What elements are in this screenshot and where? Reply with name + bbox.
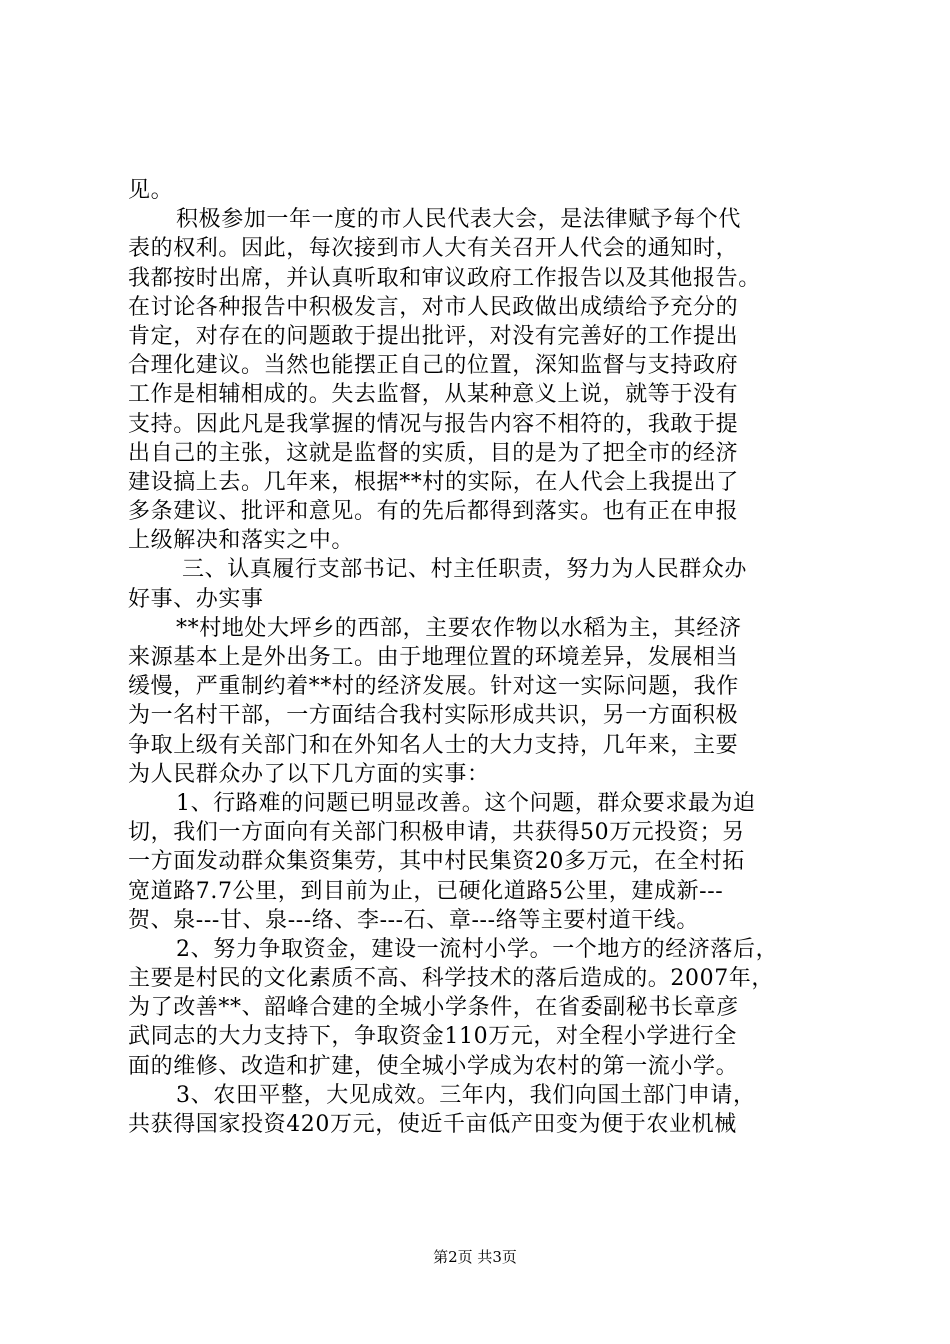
- text-line: 建设搞上去。几年来，根据**村的实际，在人代会上我提出了: [128, 469, 739, 495]
- text-line: 1、行路难的问题已明显改善。这个问题，群众要求最为迫: [176, 790, 756, 816]
- text-line: 为了改善**、韶峰合建的全城小学条件，在省委副秘书长章彦: [128, 995, 739, 1021]
- text-line: 为人民群众办了以下几方面的实事：: [128, 761, 490, 787]
- text-line: 争取上级有关部门和在外知名人士的大力支持，几年来，主要: [128, 732, 739, 758]
- document-body: [128, 176, 838, 1139]
- text-line: 面的维修、改造和扩建，使全城小学成为农村的第一流小学。: [128, 1053, 739, 1079]
- text-line: 切，我们一方面向有关部门积极申请，共获得50万元投资；另: [128, 820, 745, 846]
- text-line: **村地处大坪乡的西部，主要农作物以水稻为主，其经济: [176, 615, 742, 641]
- text-line: 来源基本上是外出务工。由于地理位置的环境差异，发展相当: [128, 645, 739, 670]
- text-line: 我都按时出席，并认真听取和审议政府工作报告以及其他报告。: [128, 265, 761, 291]
- text-line: 在讨论各种报告中积极发言，对市人民政做出成绩给予充分的: [128, 294, 739, 320]
- text-line: 支持。因此凡是我掌握的情况与报告内容不相符的，我敢于提: [128, 411, 739, 437]
- text-line: 宽道路7.7公里，到目前为止，已硬化道路5公里，建成新---: [128, 878, 724, 904]
- text-line: 三、认真履行支部书记、村主任职责，努力为人民群众办: [182, 557, 748, 583]
- text-line: 好事、办实事: [128, 586, 264, 612]
- page-footer: [0, 1246, 950, 1267]
- text-line: 肯定，对存在的问题敢于提出批评，对没有完善好的工作提出: [128, 323, 739, 349]
- text-line: 共获得国家投资420万元，使近千亩低产田变为便于农业机械: [128, 1112, 737, 1137]
- text-line: 3、农田平整，大见成效。三年内，我们向国土部门申请，: [176, 1082, 756, 1108]
- text-line: 工作是相辅相成的。失去监督，从某种意义上说，就等于没有: [128, 382, 739, 408]
- text-line: 合理化建议。当然也能摆正自己的位置，深知监督与支持政府: [128, 353, 739, 379]
- text-line: 武同志的大力支持下，争取资金110万元，对全程小学进行全: [128, 1024, 737, 1050]
- text-line: 上级解决和落实之中。: [128, 528, 355, 554]
- text-line: 为一名村干部，一方面结合我村实际形成共识，另一方面积极: [128, 703, 739, 729]
- text-line: 2、努力争取资金，建设一流村小学。一个地方的经济落后，: [176, 936, 779, 962]
- text-line: 多条建议、批评和意见。有的先后都得到落实。也有正在申报: [128, 499, 739, 525]
- page-number-label: 第2页 共3页: [433, 1248, 517, 1266]
- text-line: 表的权利。因此，每次接到市人大有关召开人代会的通知时，: [128, 236, 739, 262]
- text-line: 缓慢，严重制约着**村的经济发展。针对这一实际问题，我作: [128, 674, 739, 700]
- text-line: 贺、泉---甘、泉---络、李---石、章---络等主要村道干线。: [128, 907, 700, 933]
- text-line: 主要是村民的文化素质不高、科学技术的落后造成的。2007年，: [128, 966, 774, 992]
- text-line: 积极参加一年一度的市人民代表大会，是法律赋予每个代: [176, 207, 742, 233]
- text-line: 见。: [128, 178, 174, 203]
- text-line: 一方面发动群众集资集劳，其中村民集资20多万元，在全村拓: [128, 849, 745, 875]
- text-line: 出自己的主张，这就是监督的实质，目的是为了把全市的经济: [128, 440, 739, 466]
